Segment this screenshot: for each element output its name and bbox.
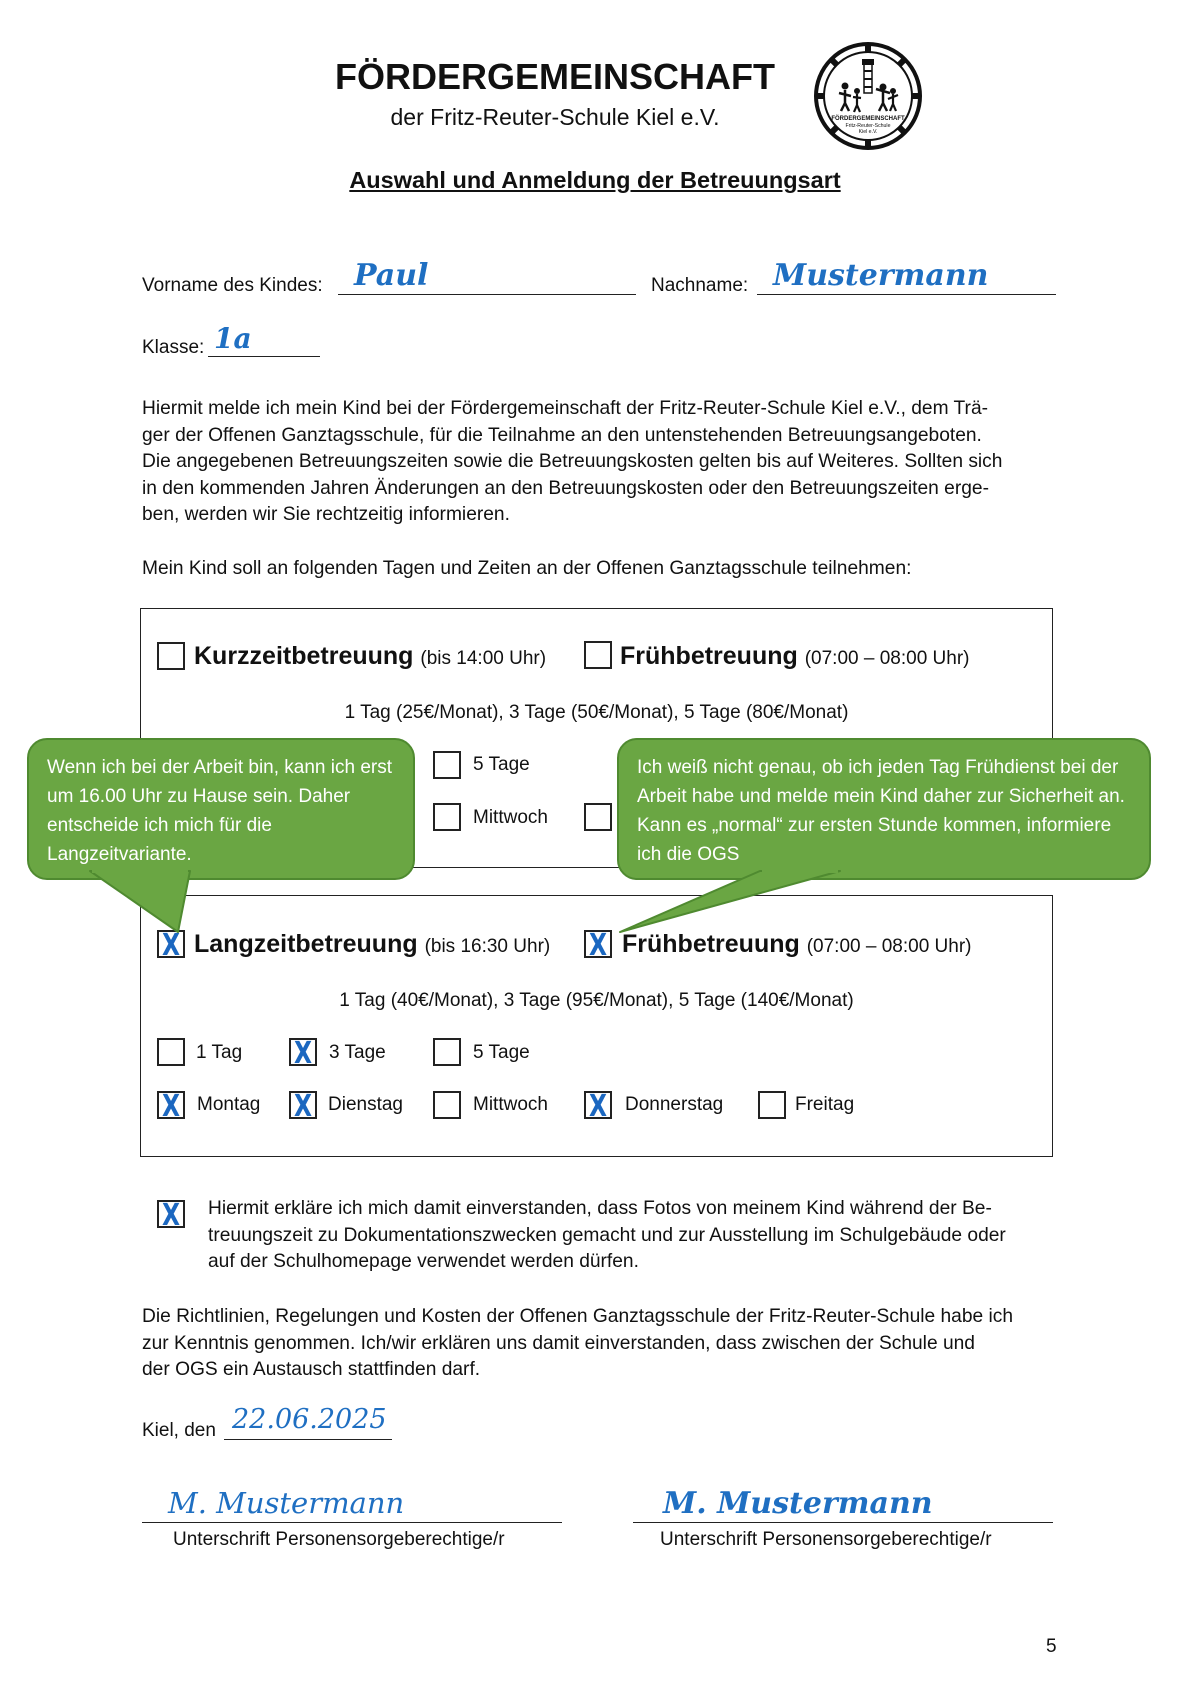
- class-value: 1a: [214, 322, 252, 355]
- photo-consent-line: treuungszeit zu Dokumentationszwecken gemacht und zur Ausstellung im Schulgebäude oder: [208, 1224, 1006, 1246]
- firstname-field[interactable]: [338, 258, 636, 295]
- class-field[interactable]: [208, 322, 320, 357]
- long-option-5-tage-checkbox[interactable]: [433, 1038, 461, 1066]
- short-care-checkbox[interactable]: [157, 642, 185, 670]
- signature-line-left[interactable]: [142, 1486, 562, 1523]
- long-care-prices: 1 Tag (40€/Monat), 3 Tage (95€/Monat), 5 Tage (140€/Monat): [339, 990, 854, 1011]
- short-option-5-tage-label: 5 Tage: [473, 754, 530, 775]
- long-option-label: 1 Tag: [196, 1042, 243, 1063]
- long-day-dienstag-checkbox[interactable]: [289, 1091, 317, 1119]
- right-callout-text: Ich weiß nicht genau, ob ich jeden Tag Frühdienst bei der Arbeit habe und melde mein Kind daher zur Sicherheit an. Kann es „normal“ zur ersten Stunde kommen, informiere ich die OGS: [637, 757, 1125, 865]
- organization-logo: [813, 41, 923, 151]
- short-early-care-checkbox[interactable]: [584, 641, 612, 669]
- left-callout-text: Wenn ich bei der Arbeit bin, kann ich erst um 16.00 Uhr zu Hause sein. Daher entscheide ich mich für die Langzeitvariante.: [47, 757, 393, 865]
- participation-text: Mein Kind soll an folgenden Tagen und Zeiten an der Offenen Ganztagsschule teilnehmen:: [142, 558, 912, 579]
- long-option-3-tage-checkbox[interactable]: [289, 1038, 317, 1066]
- lastname-value: Mustermann: [773, 258, 989, 293]
- short-care-heading: [194, 641, 546, 674]
- short-day-mittwoch-label: Mittwoch: [473, 807, 548, 828]
- svg-text:Kiel e.V.: Kiel e.V.: [858, 129, 878, 135]
- intro-line: ger der Offenen Ganztagsschule, für die Teilnahme an den untenstehenden Betreuungsangeboten.: [142, 424, 982, 446]
- document-title: Auswahl und Anmeldung der Betreuungsart: [349, 167, 841, 193]
- right-callout-tail: [600, 870, 860, 940]
- signature-caption-left: Unterschrift Personensorgeberechtige/r: [173, 1529, 505, 1550]
- short-early-care-title: Frühbetreuung: [620, 642, 798, 670]
- long-day-freitag-checkbox[interactable]: [758, 1091, 786, 1119]
- long-care-title: Langzeitbetreuung: [194, 930, 418, 958]
- date-field[interactable]: [224, 1404, 392, 1440]
- intro-line: in den kommenden Jahren Änderungen an den Betreuungskosten oder den Betreuungszeiten erge-: [142, 477, 989, 499]
- org-subtitle: der Fritz-Reuter-Schule Kiel e.V.: [390, 104, 720, 130]
- long-day-label: Freitag: [795, 1094, 855, 1115]
- page-number: 5: [1046, 1636, 1057, 1657]
- long-care-heading: [194, 929, 550, 962]
- short-option-5-tage-checkbox[interactable]: [433, 751, 461, 779]
- short-day-mittwoch-checkbox[interactable]: [433, 803, 461, 831]
- long-day-label: Montag: [197, 1094, 261, 1115]
- long-option-1-tag-checkbox[interactable]: [157, 1038, 185, 1066]
- guidelines-paragraph: [142, 1304, 1072, 1384]
- short-early-care-hours: (07:00 – 08:00 Uhr): [804, 648, 970, 669]
- signature-right: M. Mustermann: [663, 1486, 933, 1521]
- long-day-label: Mittwoch: [473, 1094, 548, 1115]
- lastname-label: Nachname:: [651, 275, 749, 296]
- guidelines-line: zur Kenntnis genommen. Ich/wir erklären uns damit einverstanden, dass zwischen der Schule und: [142, 1332, 975, 1354]
- guidelines-line: der OGS ein Austausch stattfinden darf.: [142, 1359, 481, 1381]
- svg-text:FÖRDERGEMEINSCHAFT: FÖRDERGEMEINSCHAFT: [831, 116, 905, 122]
- photo-consent-line: Hiermit erkläre ich mich damit einverstanden, dass Fotos von meinem Kind während der Be-: [208, 1198, 992, 1219]
- intro-line: Hiermit melde ich mein Kind bei der Fördergemeinschaft der Fritz-Reuter-Schule Kiel e.V., dem Trä-: [142, 398, 989, 419]
- intro-paragraph: [142, 396, 1062, 529]
- signature-left: M. Mustermann: [168, 1486, 405, 1520]
- class-label: Klasse:: [142, 337, 205, 358]
- guidelines-line: Die Richtlinien, Regelungen und Kosten der Offenen Ganztagsschule der Fritz-Reuter-Schule habe ich: [142, 1306, 1014, 1327]
- left-callout-tail: [80, 870, 200, 940]
- intro-line: ben, werden wir Sie rechtzeitig informieren.: [142, 504, 510, 526]
- photo-consent-text: [208, 1196, 1068, 1276]
- short-care-prices: 1 Tag (25€/Monat), 3 Tage (50€/Monat), 5 Tage (80€/Monat): [344, 702, 849, 723]
- long-option-label: 5 Tage: [473, 1042, 530, 1063]
- short-early-care-heading: [620, 641, 969, 674]
- svg-text:Fritz-Reuter-Schule: Fritz-Reuter-Schule: [845, 123, 891, 129]
- date-value: 22.06.2025: [232, 1404, 387, 1435]
- short-care-title: Kurzzeitbetreuung: [194, 642, 414, 670]
- long-option-label: 3 Tage: [329, 1042, 386, 1063]
- long-early-care-title: Frühbetreuung: [622, 930, 800, 958]
- date-label: Kiel, den: [142, 1420, 216, 1441]
- signature-line-right[interactable]: [633, 1486, 1053, 1523]
- right-callout: [617, 738, 1151, 880]
- long-day-label: Dienstag: [328, 1094, 403, 1115]
- firstname-value: Paul: [354, 258, 429, 293]
- left-callout: [27, 738, 415, 880]
- signature-caption-right: Unterschrift Personensorgeberechtige/r: [660, 1529, 992, 1550]
- long-day-montag-checkbox[interactable]: [157, 1091, 185, 1119]
- long-early-care-hours: (07:00 – 08:00 Uhr): [806, 936, 972, 957]
- lastname-field[interactable]: [757, 258, 1056, 295]
- firstname-label: Vorname des Kindes:: [142, 275, 323, 296]
- short-day-donnerstag-checkbox[interactable]: [584, 803, 612, 831]
- org-title: FÖRDERGEMEINSCHAFT: [335, 56, 775, 97]
- intro-line: Die angegebenen Betreuungszeiten sowie die Betreuungskosten gelten bis auf Weiteres. Sollten sich: [142, 451, 1003, 473]
- photo-consent-checkbox[interactable]: [157, 1200, 185, 1228]
- long-day-mittwoch-checkbox[interactable]: [433, 1091, 461, 1119]
- long-day-label: Donnerstag: [625, 1094, 724, 1115]
- short-care-hours: (bis 14:00 Uhr): [420, 648, 547, 669]
- photo-consent-line: auf der Schulhomepage verwendet werden dürfen.: [208, 1251, 639, 1273]
- long-day-donnerstag-checkbox[interactable]: [584, 1091, 612, 1119]
- long-care-hours: (bis 16:30 Uhr): [424, 936, 551, 957]
